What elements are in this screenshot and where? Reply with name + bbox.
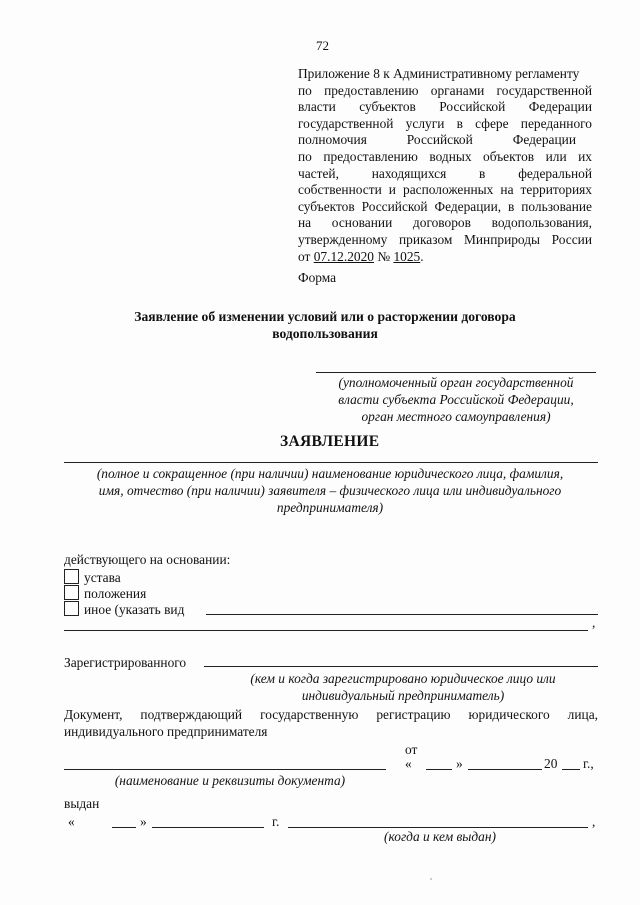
annex-line: на основании договоров водопользования, <box>298 215 592 231</box>
annex-line: по предоставлению органами государственной <box>298 82 592 98</box>
annex-line: собственности и расположенных на территориях <box>298 182 592 198</box>
quote-close: » <box>456 756 463 771</box>
document-caption: (наименование и реквизиты документа) <box>114 773 346 788</box>
annex-line: власти субъектов Российской Федерации <box>298 99 592 115</box>
year-prefix: 20 <box>544 756 558 771</box>
issued-month-input-line[interactable] <box>152 827 264 828</box>
year-suffix: г., <box>583 756 594 771</box>
annex-line: утвержденному приказом Минприроды России <box>298 231 592 247</box>
annex-line: по предоставлению водных объектов или их <box>298 148 592 164</box>
annex-line: государственной услуги в сфере переданного <box>298 115 592 131</box>
registered-input-line[interactable] <box>204 666 598 667</box>
document-name-input-line[interactable] <box>64 769 386 770</box>
annex-line: полномочия Российской Федерации <box>298 132 576 148</box>
annex-order-date: от 07.12.2020 № 1025. <box>298 248 424 264</box>
issued-quote-close: » <box>140 814 147 829</box>
applicant-caption: (полное и сокращенное (при наличии) наименование юридического лица, фамилия, имя, отчество (при наличии) заявителя – физического лица или индивидуального предпринимателя) <box>96 466 564 515</box>
applicant-input-line[interactable] <box>64 462 598 463</box>
issued-label: выдан <box>64 796 100 811</box>
issued-year-label: г. <box>272 814 280 829</box>
issued-day-input-line[interactable] <box>112 827 136 828</box>
issued-caption: (когда и кем выдан) <box>384 829 496 844</box>
issued-quote-open: « <box>68 814 75 829</box>
annex-reference <box>298 66 592 265</box>
option-other-label: иное (указать вид <box>84 602 185 617</box>
authority-caption: (уполномоченный орган государственной власти субъекта Российской Федерации, орган местного самоуправления) <box>338 375 574 424</box>
order-date: 07.12.2020 <box>313 248 374 264</box>
annex-line: Приложение 8 к Административному регламенту <box>298 66 580 81</box>
doc-month-input-line[interactable] <box>468 769 542 770</box>
document-text: Документ, подтверждающий государственную регистрацию юридического лица, индивидуального предпринимателя <box>64 707 598 739</box>
page-number: 72 <box>316 38 329 53</box>
doc-day-input-line[interactable] <box>426 769 452 770</box>
form-label: Форма <box>298 270 337 285</box>
annex-line: частей, находящихся в федеральной <box>298 165 592 181</box>
scan-speck <box>430 878 432 880</box>
quote-open: « <box>405 756 412 771</box>
annex-line: субъектов Российской Федерации, в пользование <box>298 198 592 214</box>
statement-heading: ЗАЯВЛЕНИЕ <box>280 433 380 450</box>
checkbox-other[interactable] <box>64 601 79 616</box>
authority-input-line[interactable] <box>316 372 596 373</box>
other-type-continuation-line[interactable] <box>64 630 588 631</box>
registered-label: Зарегистрированного <box>64 655 187 670</box>
option-regulation-label: положения <box>84 586 147 601</box>
comma: , <box>592 615 596 630</box>
registered-caption: (кем и когда зарегистрировано юридическое лицо или индивидуальный предприниматель) <box>250 671 556 703</box>
form-title: Заявление об изменении условий или о расторжении договора водопользования <box>134 309 516 341</box>
doc-year-input-line[interactable] <box>562 769 580 770</box>
order-number: 1025 <box>393 248 421 264</box>
issued-comma: , <box>592 814 596 829</box>
checkbox-regulation[interactable] <box>64 585 79 600</box>
basis-label: действующего на основании: <box>64 552 231 567</box>
option-charter-label: устава <box>84 570 121 585</box>
checkbox-charter[interactable] <box>64 569 79 584</box>
other-type-input-line[interactable] <box>206 614 598 615</box>
from-label: от <box>405 742 418 757</box>
